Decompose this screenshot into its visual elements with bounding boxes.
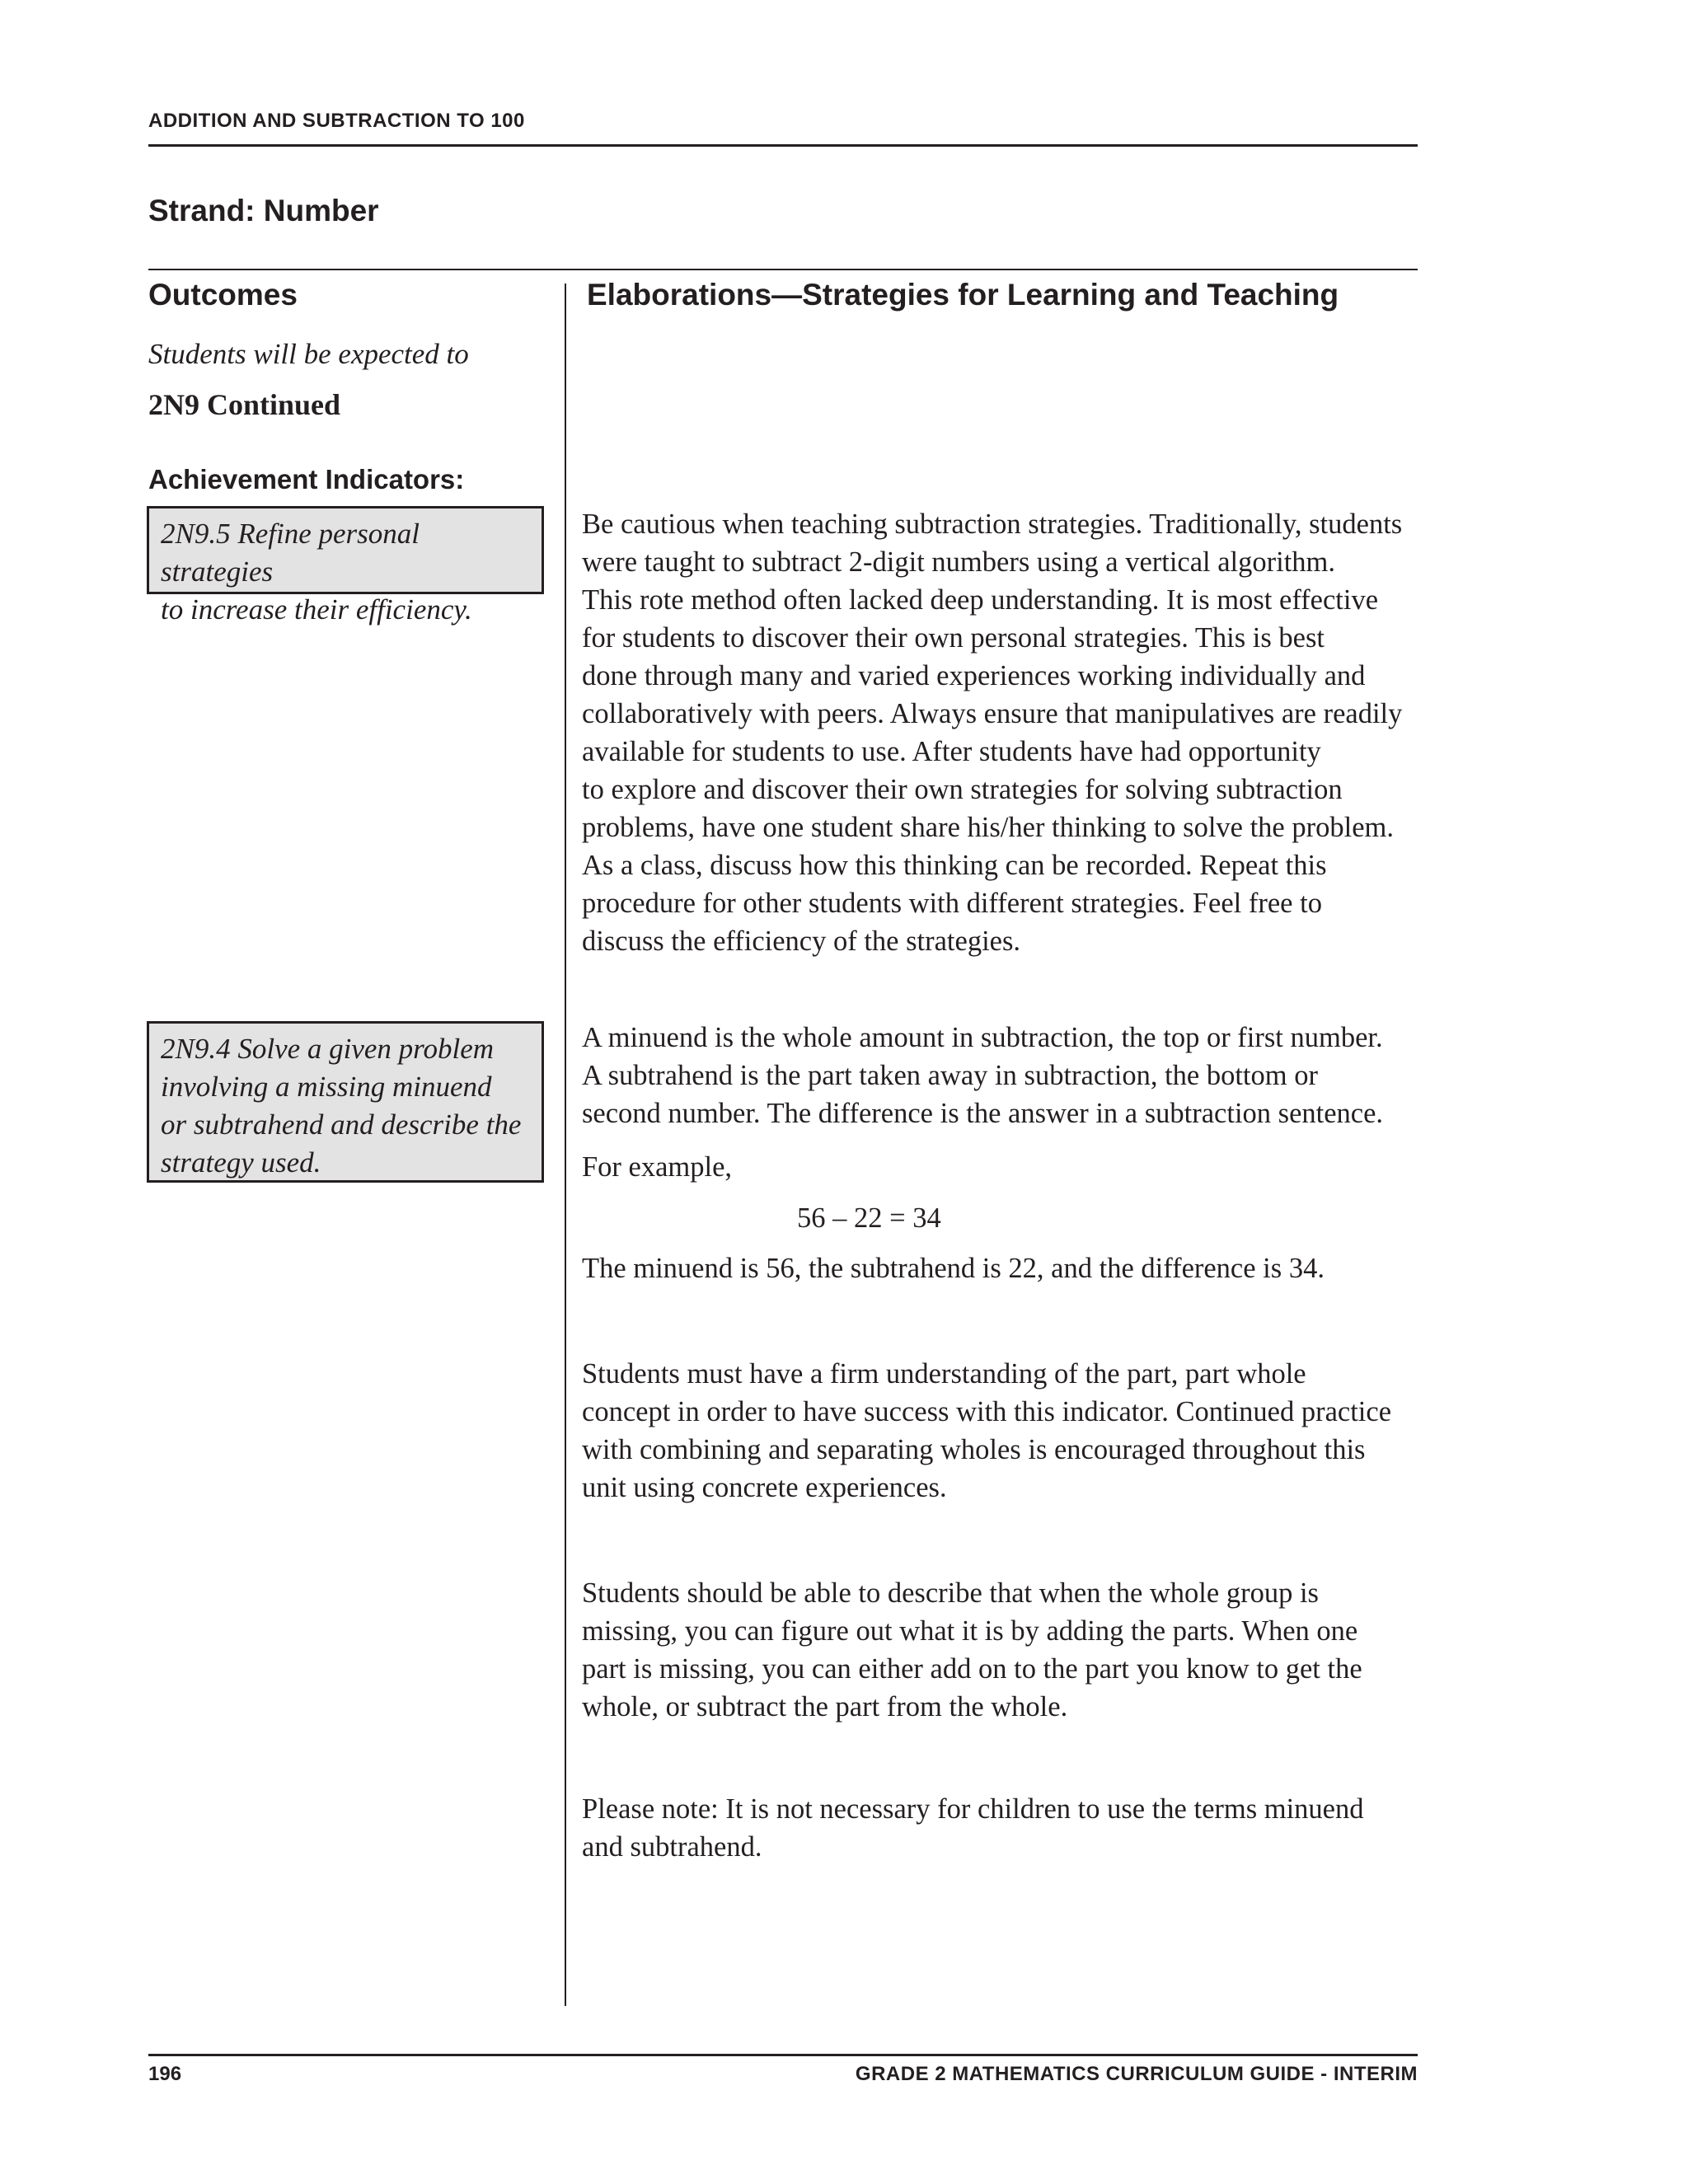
indicator-box-2n9-4 <box>147 1021 544 1183</box>
text-line: with combining and separating wholes is encouraged throughout this <box>582 1434 1366 1465</box>
paragraph-example-explanation <box>582 1249 1439 1287</box>
elaborations-heading: Elaborations—Strategies for Learning and Teaching <box>587 278 1339 312</box>
text-line: second number. The difference is the answer in a subtraction sentence. <box>582 1098 1384 1129</box>
text-line: Please note: It is not necessary for children to use the terms minuend <box>582 1793 1364 1825</box>
text-line: Students should be able to describe that when the whole group is <box>582 1577 1319 1609</box>
text-line: Students must have a firm understanding of the part, part whole <box>582 1358 1306 1390</box>
text-line: The minuend is 56, the subtrahend is 22, and the difference is 34. <box>582 1253 1325 1284</box>
text-line: done through many and varied experiences working individually and <box>582 660 1366 691</box>
indicator-box-2n9-5 <box>147 506 544 626</box>
text-line: procedure for other students with different strategies. Feel free to <box>582 888 1322 919</box>
paragraph-missing-parts <box>582 1574 1439 1726</box>
running-header: ADDITION AND SUBTRACTION TO 100 <box>148 110 525 132</box>
text-line: whole, or subtract the part from the whole. <box>582 1691 1068 1722</box>
text-line: As a class, discuss how this thinking can be recorded. Repeat this <box>582 850 1327 881</box>
indicator-line: to increase their efficiency. <box>161 593 472 626</box>
text-line: Be cautious when teaching subtraction strategies. Traditionally, students <box>582 509 1403 540</box>
paragraph-minuend-definition <box>582 1019 1439 1132</box>
header-rule <box>148 144 1418 147</box>
text-line: available for students to use. After students have had opportunity <box>582 736 1321 767</box>
example-equation: 56 – 22 = 34 <box>797 1202 941 1234</box>
page-number: 196 <box>148 2063 182 2085</box>
text-line: collaboratively with peers. Always ensure that manipulatives are readily <box>582 698 1403 729</box>
text-line: concept in order to have success with this indicator. Continued practice <box>582 1396 1392 1427</box>
column-divider <box>565 284 566 2006</box>
paragraph-please-note <box>582 1790 1439 1866</box>
text-line: problems, have one student share his/her thinking to solve the problem. <box>582 812 1394 843</box>
text-line: A subtrahend is the part taken away in subtraction, the bottom or <box>582 1060 1318 1091</box>
indicator-line: or subtrahend and describe the <box>161 1108 522 1141</box>
outcome-code: 2N9 Continued <box>148 388 341 421</box>
indicator-line: strategy used. <box>161 1146 321 1179</box>
text-line: unit using concrete experiences. <box>582 1472 947 1503</box>
text-line: discuss the efficiency of the strategies. <box>582 926 1021 957</box>
paragraph-for-example <box>582 1148 1439 1186</box>
indicator-line: 2N9.4 Solve a given problem <box>161 1033 495 1065</box>
strand-title: Strand: Number <box>148 194 379 227</box>
text-line: This rote method often lacked deep understanding. It is most effective <box>582 584 1379 616</box>
text-line: missing, you can figure out what it is by adding the parts. When one <box>582 1615 1358 1647</box>
text-line: and subtrahend. <box>582 1831 762 1863</box>
footer-rule <box>148 2054 1418 2056</box>
text-line: A minuend is the whole amount in subtraction, the top or first number. <box>582 1022 1383 1053</box>
strand-rule <box>148 269 1418 270</box>
text-line: to explore and discover their own strategies for solving subtraction <box>582 774 1343 805</box>
footer-guide-title: GRADE 2 MATHEMATICS CURRICULUM GUIDE - INTERIM <box>855 2063 1418 2085</box>
text-line: For example, <box>582 1151 733 1183</box>
outcomes-heading: Outcomes <box>148 278 298 312</box>
text-line: part is missing, you can either add on to the part you know to get the <box>582 1653 1362 1685</box>
paragraph-subtraction-strategies <box>582 505 1439 960</box>
text-line: were taught to subtract 2-digit numbers using a vertical algorithm. <box>582 546 1336 578</box>
indicator-line: 2N9.5 Refine personal strategies <box>161 518 420 588</box>
expected-text: Students will be expected to <box>148 338 469 370</box>
indicator-line: involving a missing minuend <box>161 1071 492 1103</box>
paragraph-part-whole <box>582 1355 1439 1507</box>
text-line: for students to discover their own personal strategies. This is best <box>582 622 1325 654</box>
achievement-indicators-heading: Achievement Indicators: <box>148 464 465 494</box>
